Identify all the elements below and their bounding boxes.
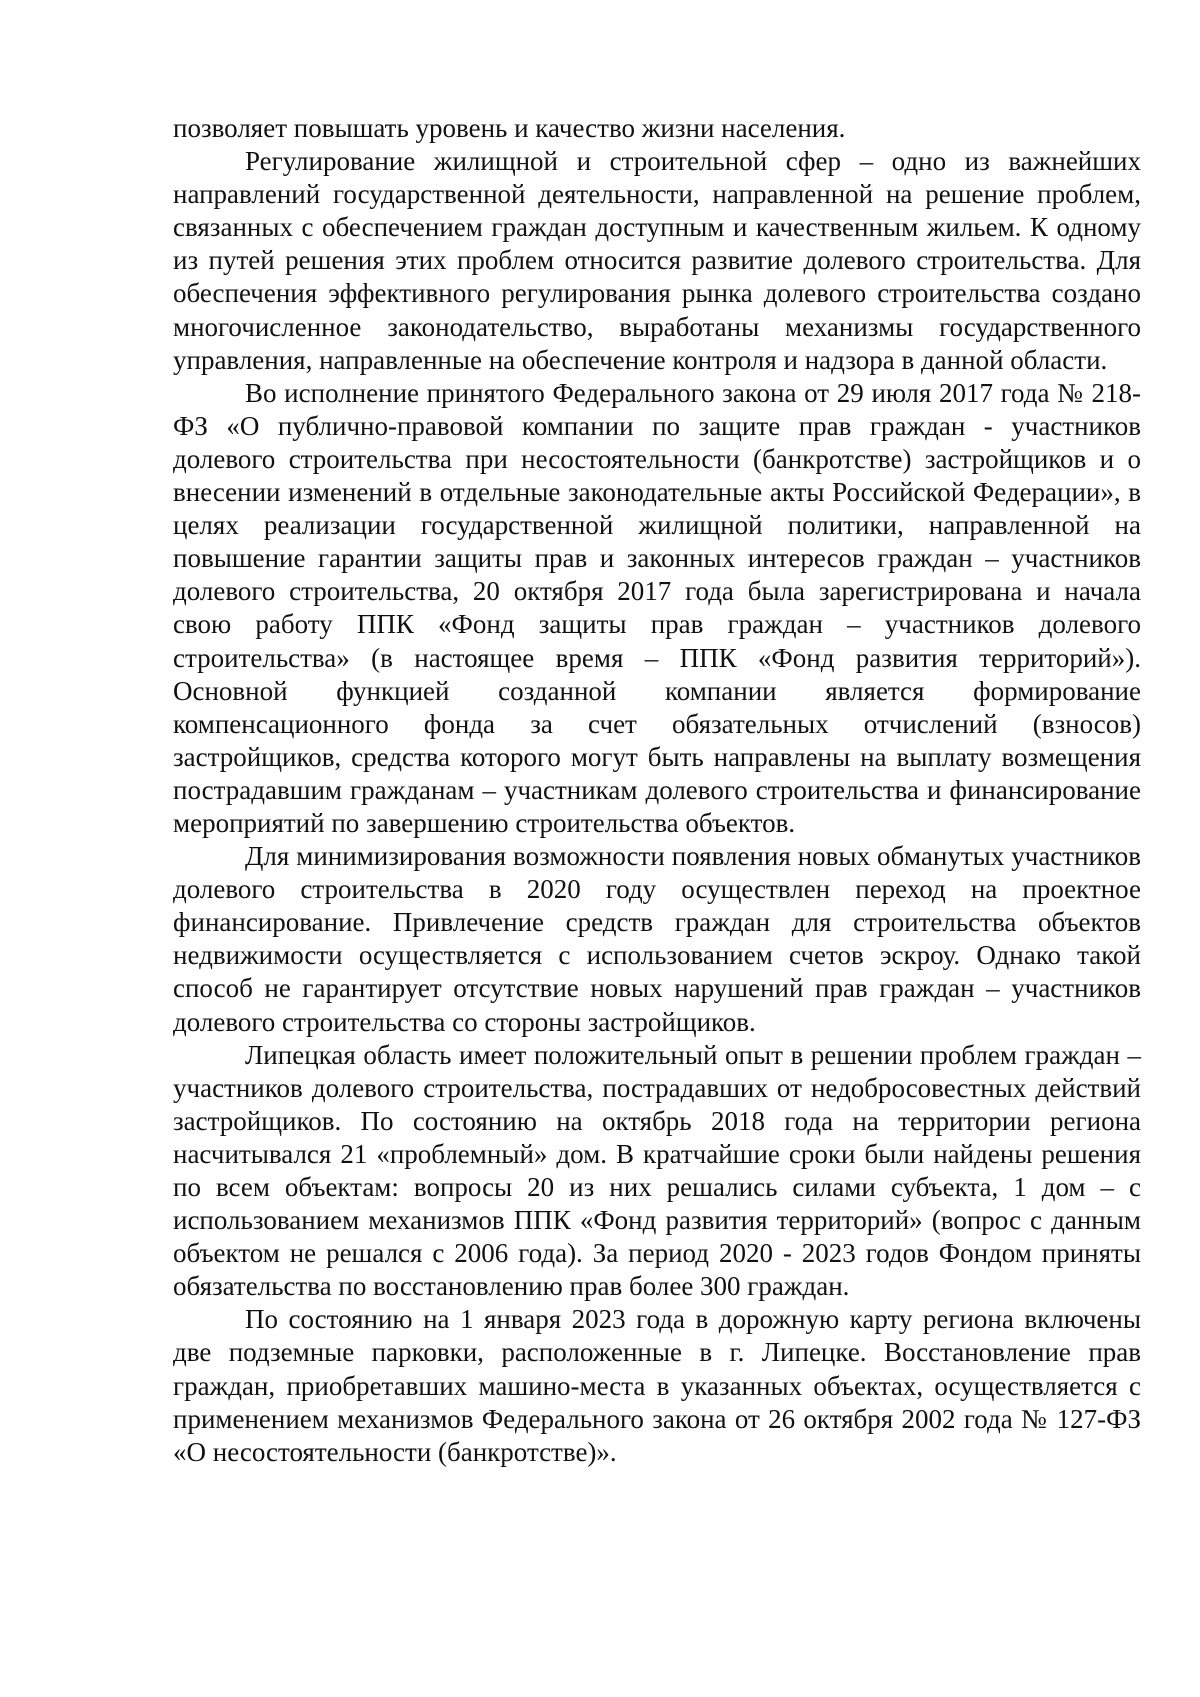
paragraph-continuation: позволяет повышать уровень и качество жизни населения.	[173, 113, 846, 143]
paragraph-lipetsk-experience: Липецкая область имеет положительный опыт в решении проблем граждан – участников долевого строительства, пострадавших от недобросовестных действий застройщиков. По состоянию на октябрь 2018 года на территории региона насчитывался 21 «проблемный» дом. В кратчайшие сроки были найдены решения по всем объектам: вопросы 20 из них решались силами субъекта, 1 дом – с использованием механизмов ППК «Фонд развития территорий» (вопрос с данным объектом не решался с 2006 года). За период 2020 - 2023 годов Фондом приняты обязательства по восстановлению прав более 300 граждан.	[173, 1039, 1141, 1302]
paragraph-roadmap: По состоянию на 1 января 2023 года в дорожную карту региона включены две подземные парковки, расположенные в г. Липецке. Восстановление прав граждан, приобретавших машино-места в указанных объектах, осуществляется с применением механизмов Федерального закона от 26 октября 2002 года № 127-ФЗ «О несостоятельности (банкротстве)».	[173, 1304, 1141, 1467]
paragraph-federal-law: Во исполнение принятого Федерального закона от 29 июля 2017 года № 218-ФЗ «О публично-правовой компании по защите прав граждан - участников долевого строительства при несостоятельности (банкротстве) застройщиков и о внесении изменений в отдельные законодательные акты Российской Федерации», в целях реализации государственной жилищной политики, направленной на повышение гарантии защиты прав и законных интересов граждан – участников долевого строительства, 20 октября 2017 года была зарегистрирована и начала свою работу ППК «Фонд защиты прав граждан – участников долевого строительства» (в настоящее время – ППК «Фонд развития территорий»). Основной функцией созданной компании является формирование компенсационного фонда за счет обязательных отчислений (взносов) застройщиков, средства которого могут быть направлены на выплату возмещения пострадавшим гражданам – участникам долевого строительства и финансирование мероприятий по завершению строительства объектов.	[173, 377, 1141, 838]
paragraph-project-financing: Для минимизирования возможности появления новых обманутых участников долевого строительства в 2020 году осуществлен переход на проектное финансирование. Привлечение средств граждан для строительства объектов недвижимости осуществляется с использованием счетов эскроу. Однако такой способ не гарантирует отсутствие новых нарушений прав граждан – участников долевого строительства со стороны застройщиков.	[173, 841, 1141, 1037]
document-body	[173, 112, 1141, 1469]
paragraph-regulation: Регулирование жилищной и строительной сфер – одно из важнейших направлений государственной деятельности, направленной на решение проблем, связанных с обеспечением граждан доступным и качественным жильем. К одному из путей решения этих проблем относится развитие долевого строительства. Для обеспечения эффективного регулирования рынка долевого строительства создано многочисленное законодательство, выработаны механизмы государственного управления, направленные на обеспечение контроля и надзора в данной области.	[173, 146, 1141, 375]
